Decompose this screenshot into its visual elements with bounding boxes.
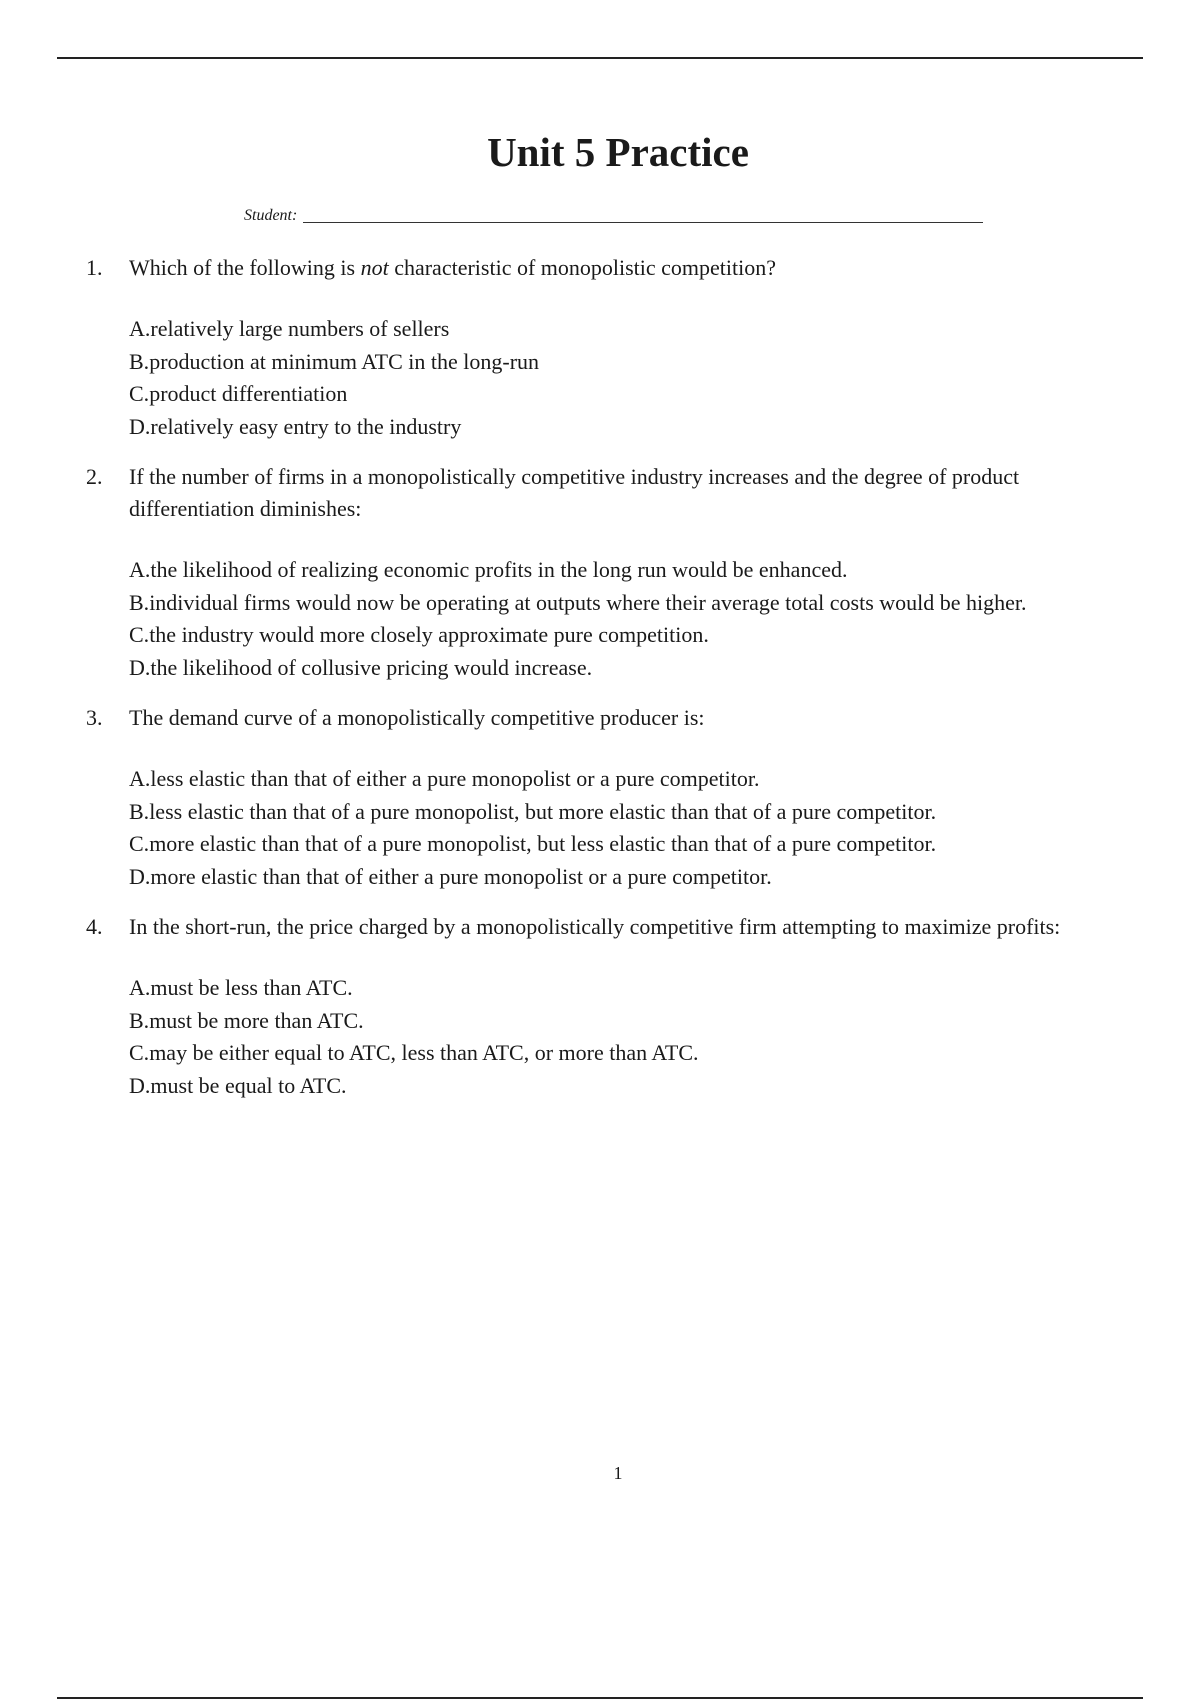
choice-a[interactable] <box>129 763 1126 796</box>
answer-choices <box>129 763 1126 893</box>
choice-text: must be less than ATC. <box>150 975 353 1000</box>
choice-letter: C. <box>129 831 150 856</box>
choice-b[interactable] <box>129 1005 1126 1038</box>
choice-c[interactable] <box>129 828 1126 861</box>
student-field <box>244 207 983 225</box>
choice-letter: B. <box>129 348 150 374</box>
answer-choices <box>129 554 1126 684</box>
question-3 <box>86 702 1126 893</box>
choice-letter: C. <box>129 1040 150 1065</box>
student-label: Student: <box>244 207 298 224</box>
choice-letter: D. <box>129 413 151 439</box>
choice-b[interactable] <box>129 587 1126 620</box>
top-rule <box>57 57 1143 59</box>
choice-text: the likelihood of realizing economic profits in the long run would be enhanced. <box>150 557 848 582</box>
question-text-end: characteristic of monopolistic competition? <box>388 255 777 280</box>
question-2 <box>86 461 1126 684</box>
question-text: In the short-run, the price charged by a monopolistically competitive firm attempting to maximize profits: <box>129 914 1061 939</box>
question-text: If the number of firms in a monopolistically competitive industry increases and the degree of product differentiation diminishes: <box>129 464 1020 521</box>
choice-letter: B. <box>129 1007 150 1033</box>
answer-choices <box>129 313 1126 443</box>
choice-letter: B. <box>129 589 150 615</box>
choice-letter: C. <box>129 381 150 406</box>
choice-text: more elastic than that of either a pure monopolist or a pure competitor. <box>150 863 772 889</box>
question-number: 4. <box>86 914 103 939</box>
question-4 <box>86 911 1126 1102</box>
answer-choices <box>129 972 1126 1102</box>
question-text-start: Which of the following is <box>129 255 361 280</box>
choice-text: relatively easy entry to the industry <box>150 413 462 439</box>
question-number: 1. <box>86 255 103 280</box>
choice-b[interactable] <box>129 346 1126 379</box>
choice-text: less elastic than that of either a pure monopolist or a pure competitor. <box>150 766 760 791</box>
choice-a[interactable] <box>129 313 1126 346</box>
choice-text: the industry would more closely approximate pure competition. <box>149 622 709 647</box>
choice-b[interactable] <box>129 796 1126 829</box>
question-1 <box>86 252 1126 443</box>
choice-text: individual firms would now be operating at outputs where their average total costs would be higher. <box>149 589 1027 615</box>
choice-a[interactable] <box>129 554 1126 587</box>
choice-letter: B. <box>129 798 150 824</box>
choice-d[interactable] <box>129 861 1126 894</box>
choice-text: relatively large numbers of sellers <box>150 316 450 341</box>
choice-letter: C. <box>129 622 150 647</box>
choice-c[interactable] <box>129 619 1126 652</box>
page-number: 1 <box>613 1463 623 1483</box>
student-name-line[interactable] <box>303 222 983 223</box>
choice-d[interactable] <box>129 411 1126 444</box>
choice-text: may be either equal to ATC, less than ATC, or more than ATC. <box>149 1040 699 1065</box>
page-title: Unit 5 Practice <box>487 129 749 175</box>
choice-text: must be equal to ATC. <box>150 1072 347 1098</box>
choice-letter: D. <box>129 863 151 889</box>
choice-letter: A. <box>129 975 151 1000</box>
choice-text: production at minimum ATC in the long-run <box>149 348 540 374</box>
question-text <box>129 252 1126 284</box>
choice-letter: D. <box>129 654 151 680</box>
choice-c[interactable] <box>129 1037 1126 1070</box>
choice-text: must be more than ATC. <box>149 1007 364 1033</box>
choice-a[interactable] <box>129 972 1126 1005</box>
choice-c[interactable] <box>129 378 1126 411</box>
question-number: 3. <box>86 705 103 730</box>
question-text-emphasis: not <box>360 255 389 280</box>
choice-letter: D. <box>129 1072 151 1098</box>
choice-letter: A. <box>129 557 151 582</box>
choice-d[interactable] <box>129 652 1126 685</box>
choice-text: less elastic than that of a pure monopolist, but more elastic than that of a pure competitor. <box>149 798 937 824</box>
choice-text: more elastic than that of a pure monopolist, but less elastic than that of a pure competitor. <box>149 831 937 856</box>
choice-text: the likelihood of collusive pricing would increase. <box>150 654 593 680</box>
question-number: 2. <box>86 464 103 489</box>
choice-text: product differentiation <box>149 381 348 406</box>
question-list <box>86 252 1126 1120</box>
choice-d[interactable] <box>129 1070 1126 1103</box>
choice-letter: A. <box>129 766 151 791</box>
choice-letter: A. <box>129 316 151 341</box>
bottom-rule <box>57 1697 1143 1699</box>
question-text: The demand curve of a monopolistically competitive producer is: <box>129 705 705 730</box>
